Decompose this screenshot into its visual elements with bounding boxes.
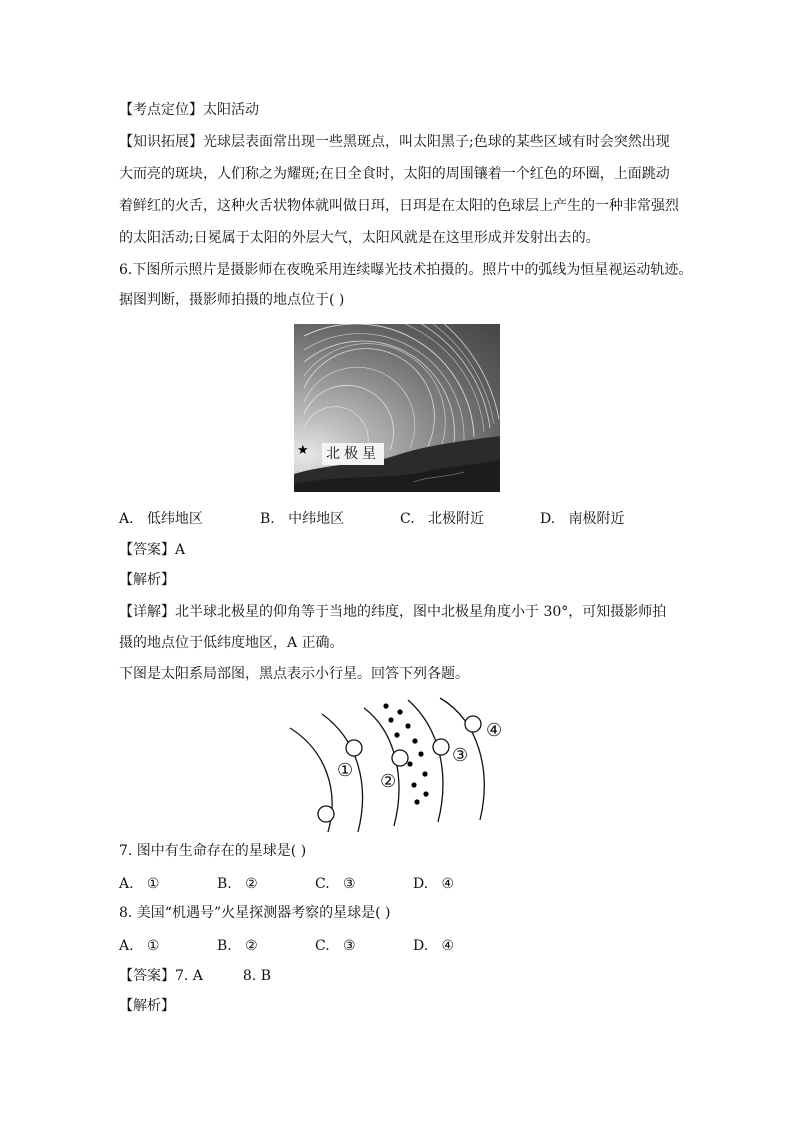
q8-option-d [413,936,454,956]
star-trails [294,324,500,492]
q6-jiexi: 【解析】 [119,572,175,588]
option-text: ④ [441,938,455,954]
q7-option-b [217,874,258,894]
option-letter: D. [540,511,556,527]
option-text: ② [245,938,258,954]
option-text: ③ [343,876,356,892]
label-3: ③ [452,745,469,766]
option-text: ① [146,876,160,892]
label-4: ④ [486,720,503,741]
option-text: ④ [441,876,455,892]
q8-option-c [315,936,356,956]
option-letter: D. [413,938,429,954]
q6-option-c [400,509,484,529]
option-letter: C. [400,511,415,527]
orbit-arc-3 [364,708,399,826]
planet-4 [465,716,481,732]
option-letter: D. [413,876,429,892]
orbit-arc-4 [408,700,443,822]
q6-answer: 【答案】A [119,542,186,558]
q7-option-a [119,874,159,894]
q8-option-a [119,936,159,956]
q7-stem: 7. 图中有生命存在的星球是( ) [119,843,307,859]
planet-inner [318,806,334,822]
group-intro: 下图是太阳系局部图，黑点表示小行星。回答下列各题。 [119,666,469,682]
kaodian-line: 【考点定位】太阳活动 [119,102,259,118]
zhishi-line-1: 【知识拓展】光球层表面常出现一些黑斑点，叫太阳黑子;色球的某些区域有时会突然出现 [119,134,670,150]
option-text: 南极附近 [568,511,625,527]
q7-option-d [413,874,454,894]
planet-2 [392,750,408,766]
option-text: ③ [343,938,356,954]
option-letter: A. [119,938,134,954]
zhishi-line-3: 着鲜红的火舌，这种火舌状物体就叫做日珥，日珥是在太阳的色球层上产生的一种非常强烈 [119,198,679,214]
option-letter: B. [260,511,275,527]
option-text: ② [245,876,258,892]
q7-option-c [315,874,356,894]
option-letter: B. [217,876,232,892]
solar-system-diagram [280,690,520,839]
polaris-star-icon: ★ [297,443,309,458]
q8-stem: 8. 美国“机遇号”火星探测器考察的星球是( ) [119,905,391,921]
option-letter: A. [119,511,134,527]
option-letter: B. [217,938,232,954]
q6-option-d [540,509,625,529]
option-text: 低纬地区 [146,511,203,527]
option-text: 中纬地区 [288,511,345,527]
answer-7: 7. A [175,968,203,984]
option-text: ① [146,938,160,954]
q6-xiangjie-line-1: 【详解】北半球北极星的仰角等于当地的纬度，图中北极星角度小于 30°，可知摄影师拍 [119,604,667,620]
q6-stem-line-1: 6.下图所示照片是摄影师在夜晚采用连续曝光技术拍摄的。照片中的弧线为恒星视运动轨迹。 [119,262,693,278]
polaris-label: 北极星 [322,443,384,465]
option-letter: A. [119,876,134,892]
label-1: ① [337,760,354,781]
solar-system-svg [280,690,520,835]
option-letter: C. [315,938,330,954]
option-letter: C. [315,876,330,892]
q6-option-a [119,509,203,529]
zhishi-line-2: 大而亮的斑块，人们称之为耀斑;在日全食时，太阳的周围镶着一个红色的环圈，上面跳动 [119,166,670,182]
jiexi-7-8: 【解析】 [119,998,175,1014]
star-trail-photo [294,324,500,492]
answer-7-8 [119,966,271,986]
zhishi-line-4: 的太阳活动;日冕属于太阳的外层大气，太阳风就是在这里形成并发射出去的。 [119,230,600,246]
q6-xiangjie-line-2: 摄的地点位于低纬度地区，A 正确。 [119,635,344,651]
q6-stem-line-2: 据图判断，摄影师拍摄的地点位于( ) [119,292,345,308]
planet-3 [433,739,449,755]
option-text: 北极附近 [428,511,485,527]
q8-option-b [217,936,258,956]
answer-label: 【答案】 [119,968,175,984]
planet-1 [346,740,362,756]
label-2: ② [380,771,397,792]
answer-8: 8. B [242,968,272,984]
q6-option-b [260,509,344,529]
